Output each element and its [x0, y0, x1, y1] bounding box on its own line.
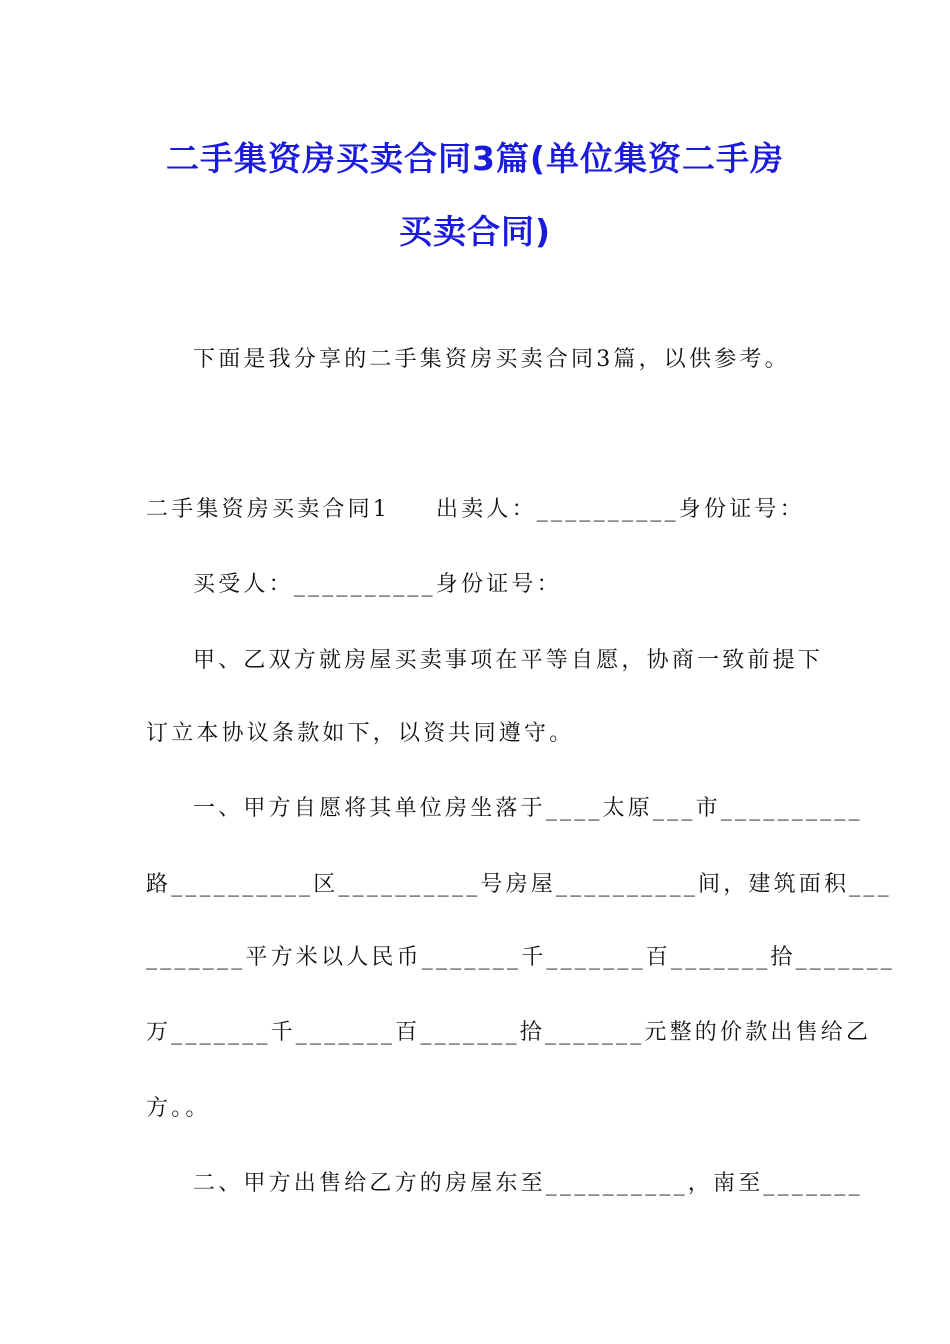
buyer-line: 买受人：__________身份证号： — [193, 572, 562, 597]
contract-heading: 二手集资房买卖合同1 — [146, 497, 390, 522]
clause-2-line-1: 二、甲方出售给乙方的房屋东至__________，南至_______ — [193, 1171, 863, 1196]
document-title-line-1: 二手集资房买卖合同3篇(单位集资二手房 — [165, 139, 785, 178]
document-title-line-2: 买卖合同) — [398, 212, 552, 251]
intro-paragraph: 下面是我分享的二手集资房买卖合同3篇，以供参考。 — [193, 347, 790, 372]
clause-1-line-5: 方。。 — [146, 1096, 211, 1121]
paragraph-1-line-2: 订立本协议条款如下，以资共同遵守。 — [146, 721, 575, 746]
clause-1-line-2: 路__________区__________号房屋__________间，建筑面积___ — [146, 872, 892, 897]
clause-1-line-3: _______平方米以人民币_______千_______百_______拾_______ — [146, 945, 896, 970]
clause-1-line-1: 一、甲方自愿将其单位房坐落于____太原___市__________ — [193, 796, 863, 821]
contract-heading-row — [146, 494, 810, 526]
clause-1-line-4: 万_______千_______百_______拾_______元整的价款出售给乙 — [146, 1020, 872, 1045]
seller-line: 出卖人：__________身份证号： — [436, 497, 805, 522]
paragraph-1-line-1: 甲、乙双方就房屋买卖事项在平等自愿，协商一致前提下 — [193, 648, 824, 673]
